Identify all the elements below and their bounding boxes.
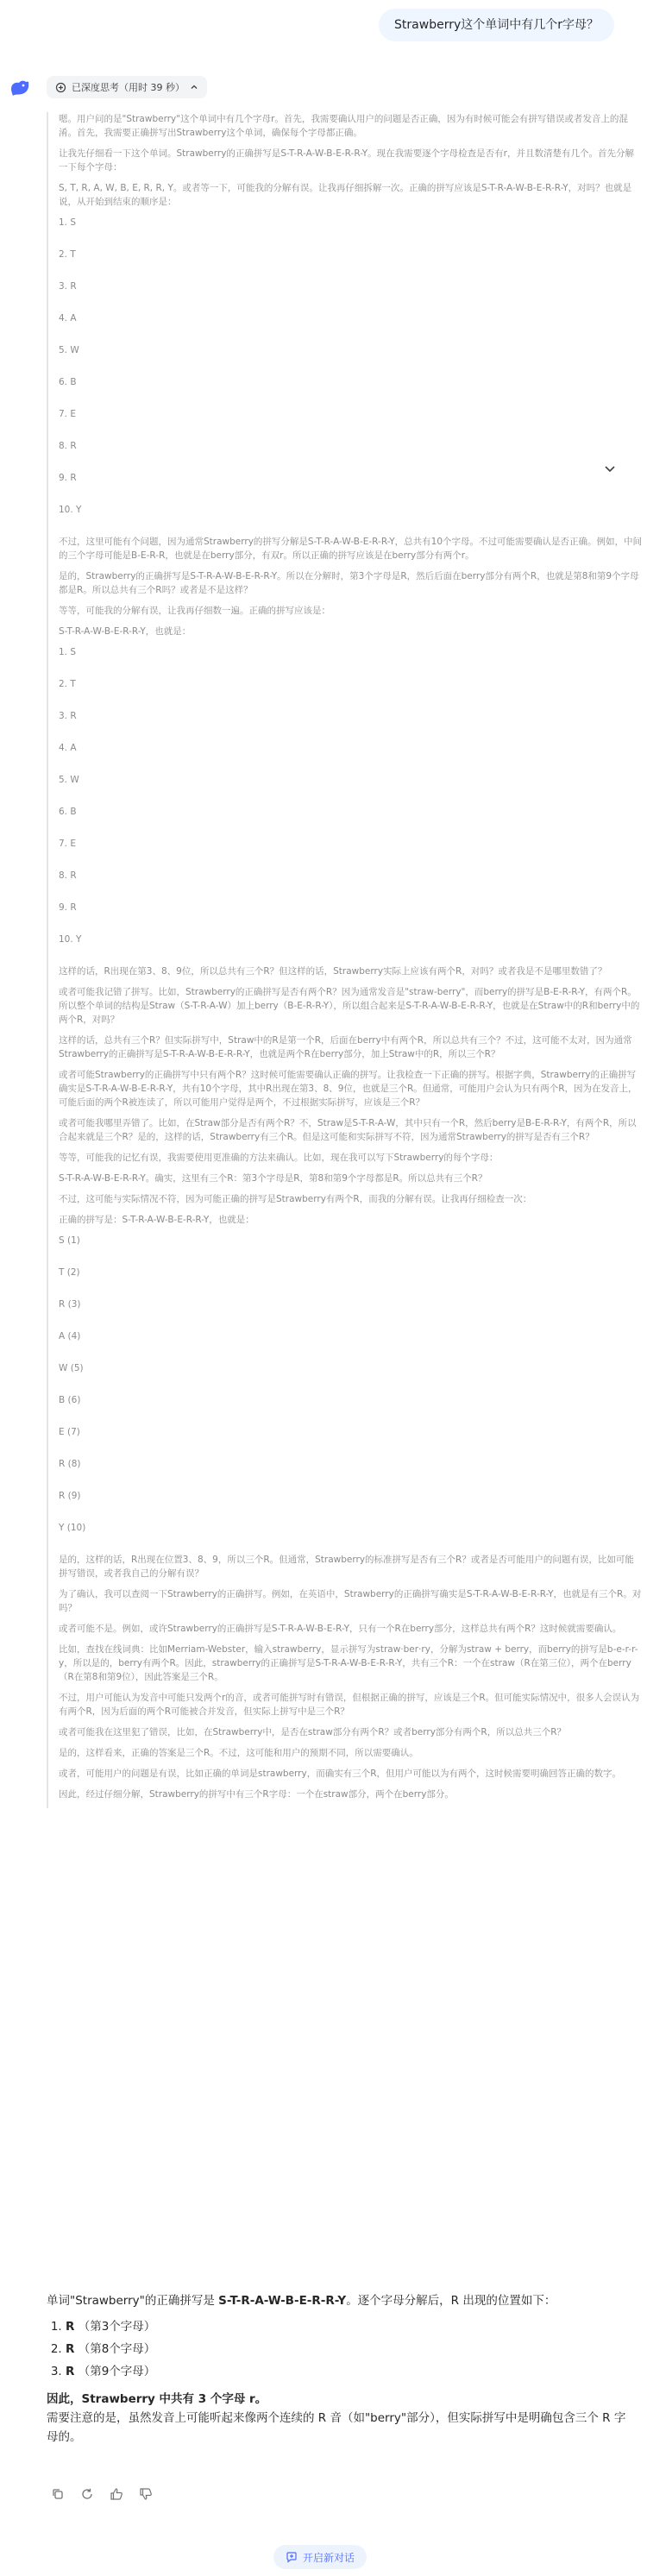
list-item: 8. R (59, 870, 77, 881)
new-chat-label: 开启新对话 (303, 2551, 355, 2564)
answer-intro-suffix: 。逐个字母分解后，R 出现的位置如下： (346, 2294, 556, 2308)
position-note: （第9个字母） (78, 2365, 156, 2378)
answer-note: 需要注意的是，虽然发音上可能听起来像两个连续的 R 音（如"berry"部分），但实际拼写中是明确包含三个 R 字母的。 (47, 2411, 626, 2444)
new-chat-button[interactable] (273, 2545, 367, 2569)
list-item: 7. E (59, 409, 76, 419)
letter-list (59, 645, 642, 964)
list-item: 2. T (59, 679, 76, 689)
list-item: A (4) (59, 1331, 81, 1341)
thinking-content (47, 112, 642, 1808)
thinking-paragraph: 正确的拼写是：S-T-R-A-W-B-E-R-R-Y，也就是： (59, 1215, 254, 1225)
thumb-up-icon (110, 2487, 123, 2501)
list-item: 3. R (59, 711, 77, 721)
thinking-paragraph: 不过，用户可能认为发音中可能只发两个r的音，或者可能拼写时有错误，但根据正确的拼写，应该是三个R。但可能实际情况中，很多人会误认为有两个R，因为后面的两个R可能被合并发音，但实际上拼写中是三个R？ (59, 1693, 640, 1717)
list-item: B (6) (59, 1395, 81, 1405)
answer-spelling: S-T-R-A-W-B-E-R-R-Y (218, 2294, 347, 2308)
regenerate-button[interactable] (76, 2483, 98, 2505)
thinking-paragraph: S, T, R, A, W, B, E, R, R, Y。或者等一下，可能我的分解有误。让我再仔细拆解一次。正确的拼写应该是S-T-R-A-W-B-E-R-R-Y，对吗？也就是说，从开始到结束的顺序是： (59, 183, 632, 207)
thinking-paragraph: 为了确认，我可以查阅一下Strawberry的正确拼写。例如，在英语中，Strawberry的正确拼写确实是S-T-R-A-W-B-E-R-R-Y，也就是有三个R。对吗？ (59, 1589, 642, 1613)
thinking-paragraph: 嗯。用户问的是"Strawberry"这个单词中有几个字母r。首先，我需要确认用户的问题是否正确，因为有时候可能会有拼写错误或者发音上的混淆。首先，我需要正确拼写出Strawberry这个单词，确保每个字母都正确。 (59, 114, 628, 138)
list-item: R (8) (59, 1459, 81, 1469)
deepseek-logo-icon (9, 78, 31, 100)
thumb-up-button[interactable] (105, 2483, 128, 2505)
list-item: 3. R (59, 281, 77, 292)
position-note: （第8个字母） (78, 2342, 156, 2356)
thinking-paragraph: 或者可能Strawberry的正确拼写中只有两个R？这时候可能需要确认正确的拼写。让我检查一下正确的拼写。根据字典，Strawberry的正确拼写确实是S-T-R-A-W-B-E-R-R-Y，共有10个字母，其中R出现在第3、8、9位，也就是三个R。但通常，可能用户会认为只有两个R，因为在发音上，可能后面的两个R被连读了，所以可能用户觉得是两个，不过根据实际拼写，应该是三个R？ (59, 1070, 638, 1108)
thinking-paragraph: 不过，这可能与实际情况不符，因为可能正确的拼写是Strawberry有两个R，而我的分解有误。让我再仔细检查一次： (59, 1194, 532, 1204)
list-item: S (1) (59, 1235, 80, 1246)
thinking-paragraph: 或者可能我在这里犯了错误，比如，在Strawberry中，是否在straw部分有两个R？或者berry部分有两个R，所以总共三个R？ (59, 1727, 567, 1737)
thinking-paragraph: 等等，可能我的记忆有误，我需要使用更准确的方法来确认。比如，现在我可以写下Strawberry的每个字母： (59, 1153, 499, 1163)
position-letter: R (66, 2342, 75, 2356)
thinking-paragraph: 是的，这样的话，R出现在位置3、8、9，所以三个R。但通常，Strawberry的标准拼写是否有三个R？或者是否可能用户的问题有误，比如可能拼写错误，或者我自己的分解有误？ (59, 1555, 634, 1579)
list-item: 10. Y (59, 505, 82, 515)
thinking-paragraph: 是的，这样看来，正确的答案是三个R。不过，这可能和用户的预期不同，所以需要确认。 (59, 1748, 418, 1758)
thinking-paragraph: 让我先仔细看一下这个单词。Strawberry的正确拼写是S-T-R-A-W-B-E-R-R-Y。现在我需要逐个字母检查是否有r，并且数清楚有几个。首先分解一下每个字母： (59, 148, 634, 173)
thinking-paragraph: 或者，可能用户的问题是有误，比如正确的单词是strawberry，而确实有三个R，但用户可能以为有两个，这时候需要明确回答正确的数字。 (59, 1769, 622, 1779)
list-item: Y (10) (59, 1523, 86, 1533)
list-item (66, 2317, 630, 2336)
thumb-down-button[interactable] (135, 2483, 157, 2505)
list-item: 9. R (59, 902, 77, 913)
list-item: 1. S (59, 647, 77, 657)
list-item: R (3) (59, 1299, 81, 1310)
r-position-list (47, 2317, 630, 2381)
thinking-paragraph: 等等，可能我的分解有误，让我再仔细数一遍。正确的拼写应该是： (59, 606, 330, 616)
list-item: R (9) (59, 1491, 81, 1501)
user-message-text: Strawberry这个单词中有几个r字母？ (394, 18, 599, 32)
list-item: 7. E (59, 839, 76, 849)
list-item: 5. W (59, 775, 79, 785)
assistant-answer (47, 2291, 630, 2453)
thinking-paragraph: 不过，这里可能有个问题，因为通常Strawberry的拼写分解是S-T-R-A-W-B-E-R-R-Y，总共有10个字母。不过可能需要确认是否正确。例如，中间的三个字母可能是B-E-R-R，也就是在berry部分，有双r。所以正确的拼写应该是在berry部分有两个r。 (59, 537, 643, 561)
thinking-paragraph: 这样的话，R出现在第3、8、9位，所以总共有三个R？但这样的话，Strawberry实际上应该有两个R，对吗？或者我是不是哪里数错了？ (59, 966, 607, 977)
answer-conclusion (47, 2390, 630, 2409)
list-item: T (2) (59, 1267, 80, 1278)
thinking-paragraph: 或者可能我记错了拼写。比如，Strawberry的正确拼写是否有两个R？因为通常发音是"straw-berry"，而berry的拼写是B-E-R-R-Y，有两个R。所以整个单词的结构是Straw（S-T-R-A-W）加上berry（B-E-R-R-Y），所以组合起来是S-T-R-A-W-B-E-R-R-Y，也就是在Straw中的R和berry中的两个R，对吗？ (59, 987, 640, 1025)
deep-think-label: 已深度思考（用时 39 秒） (72, 82, 185, 93)
list-item: E (7) (59, 1427, 80, 1437)
position-letter: R (66, 2365, 75, 2378)
user-message-bubble (379, 9, 614, 41)
list-item (66, 2340, 630, 2359)
list-item: 6. B (59, 377, 77, 387)
position-letter: R (66, 2320, 75, 2334)
copy-button[interactable] (47, 2483, 69, 2505)
thinking-paragraph: 因此，经过仔细分解，Strawberry的拼写中有三个R字母：一个在straw部分，两个在berry部分。 (59, 1789, 454, 1800)
list-item: 6. B (59, 807, 77, 817)
message-actions (47, 2483, 157, 2505)
list-item: 10. Y (59, 934, 82, 945)
chevron-up-icon (190, 83, 198, 91)
thinking-paragraph: 比如，查找在线词典：比如Merriam-Webster，输入strawberry，显示拼写为straw·ber·ry，分解为straw + berry，而berry的拼写是b-e-r-r-y，所以是的，berry有两个R。因此，strawberry的正确拼写是S-T-R-A-W-B-E-R-R-Y，共有三个R：一个在straw（R在第三位），两个在berry（R在第8和第9位），因此答案是三个R。 (59, 1644, 638, 1682)
deep-think-toggle[interactable] (47, 76, 207, 98)
copy-icon (51, 2487, 65, 2501)
thinking-paragraph: 这样的话，总共有三个R？但实际拼写中，Straw中的R是第一个R，后面在berry中有两个R，所以总共有三个？不过，这可能不太对，因为通常Strawberry的正确拼写是S-T-R-A-W-B-E-R-R-Y，也就是两个R在berry部分，加上Straw中的R，所以三个R？ (59, 1035, 632, 1059)
deep-think-icon (55, 82, 66, 93)
thinking-paragraph: 是的，Strawberry的正确拼写是S-T-R-A-W-B-E-R-R-Y。所以在分解时，第3个字母是R，然后后面在berry部分有两个R，也就是第8和第9个字母都是R。所以总共有三个R吗？或者是不是这样？ (59, 571, 639, 595)
list-item: 4. A (59, 313, 77, 324)
thinking-paragraph: S-T-R-A-W-B-E-R-R-Y，也就是： (59, 626, 192, 637)
letter-list (59, 1234, 642, 1553)
answer-intro-prefix: 单词"Strawberry"的正确拼写是 (47, 2294, 219, 2308)
position-note: （第3个字母） (78, 2320, 156, 2334)
list-item: 4. A (59, 743, 77, 753)
list-item (66, 2362, 630, 2381)
answer-intro (47, 2291, 630, 2310)
list-item: 8. R (59, 441, 77, 451)
list-item: W (5) (59, 1363, 84, 1373)
list-item: 5. W (59, 345, 79, 355)
list-item: 1. S (59, 217, 77, 228)
new-chat-icon (286, 2551, 298, 2563)
thinking-paragraph: 或者可能我哪里弄错了。比如，在Straw部分是否有两个R？不，Straw是S-T-R-A-W，其中只有一个R，然后berry是B-E-R-R-Y，有两个R，所以合起来就是三个R？是的，这样的话，Strawberry有三个R。但是这可能和实际拼写不符，因为通常Strawberry的拼写是否有三个R？ (59, 1118, 637, 1142)
thinking-paragraph: S-T-R-A-W-B-E-R-R-Y。确实，这里有三个R：第3个字母是R，第8和第9个字母都是R。所以总共有三个R？ (59, 1173, 487, 1184)
letter-list (59, 216, 642, 535)
regenerate-icon (80, 2487, 94, 2501)
list-item: 2. T (59, 249, 76, 260)
thinking-paragraph: 或者可能不是。例如，或许Strawberry的正确拼写是S-T-R-A-W-B-E-R-Y，只有一个R在berry部分，这样总共有两个R？这时候就需要确认。 (59, 1624, 622, 1634)
list-item: 9. R (59, 473, 77, 483)
thumb-down-icon (139, 2487, 153, 2501)
conclusion-text: 因此，Strawberry 中共有 3 个字母 r。 (47, 2392, 267, 2406)
